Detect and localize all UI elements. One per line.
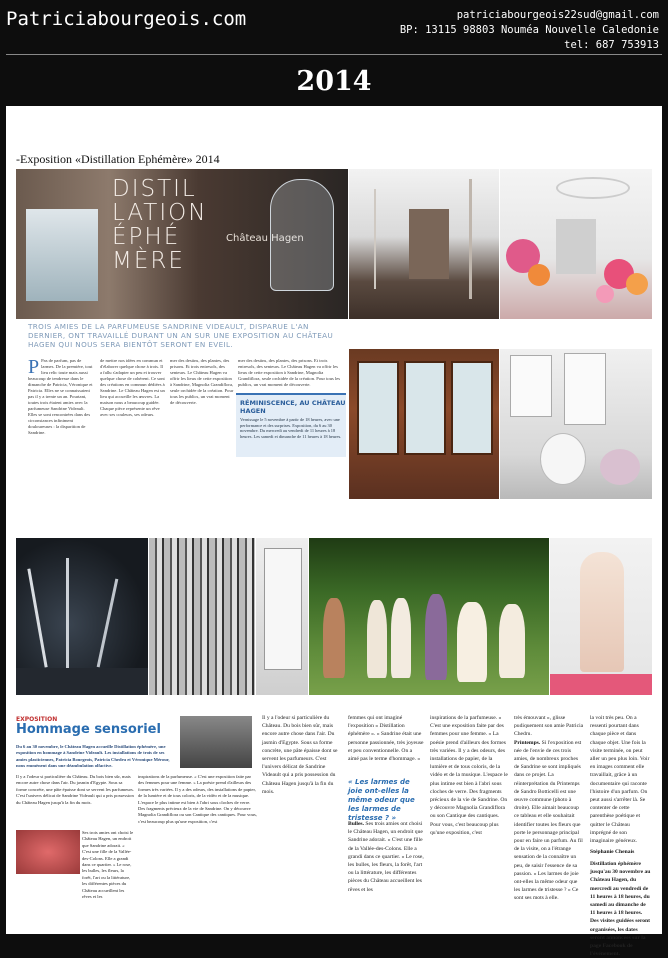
article-photo-flowers [16, 830, 80, 874]
magazine-column-3: mer des destins, des plantes, des prisons. Et trois entresols, des senteurs. Le Château Hagen va offrir les lieux de cette exposition à Sandrine, Magnolia Grandiflora, seule orchidée de la création. Pour tous les publics, un vrai moment de découverte. [170, 358, 234, 405]
article-intro-body: Il y a l'odeur si particulière du Château. Du bois bien sûr, mais encore autre chose dans l'air. Du jasmin d'Egypte. Sous sa forme concrète, une pâte épaisse dont se servent les parfumeurs. C'est l'univers délicat de Sandrine Videault qui a pris possession du Château Hagen jusqu'à la fin du mois. [16, 774, 134, 805]
article-author: Stéphanie Chenais [590, 849, 635, 855]
magazine-column-1: P Pas de parfum, pas de larmes. De la première, tout lieu relic toute mais aussi beaucoup de tendresse dans le dimanche de Patricia, Véronique et Patricia. Elles ne se connaissaient pas il y a trente un an. Pourtant, toutes trois étaient amies avec la parfumeuse Sandrine Videault. Elles se sont rencontrées dans des circonstances infiniment douloureuses : la disparition de Sandrine. [28, 356, 93, 435]
article-column-5: la voit très peu. On a ressenti pourtant dans chaque pièce et dans chaque objet. Une fois la visite terminée, on peut aller un peu plus loin. Voir en images comment elle travaillait, grâce à un documentaire qui raconte l'histoire d'un parfum. On peut aussi s'arrêter là. Se contenter de cette parenthèse poétique et quitter le Château imprégné de son imaginaire généreux. [590, 715, 650, 845]
contact-address: BP: 13115 98803 Nouméa Nouvelle Caledonie [399, 24, 659, 36]
article-pull-quote: « Les larmes de joie ont-elles la même odeur que les larmes de tristesse ? » [348, 778, 415, 822]
article-column-1: Il y a l'odeur si particulière du Château. Du bois bien sûr, mais encore autre chose dans l'air. Du jasmin d'Egypte. Sous sa forme concrète, une pâte épaisse dont se servent les parfumeurs. C'est l'univers délicat de Sandrine Videault qui a pris possession du Château Hagen jusqu'à la fin du mois. [262, 715, 338, 795]
info-box-title: RÉMINISCENCE, AU CHÂTEAU HAGEN [240, 399, 346, 415]
site-name[interactable]: Patriciabourgeois.com [6, 8, 247, 30]
photo-hall-installation [349, 169, 499, 319]
photo-botticelli-primavera [309, 538, 549, 695]
exhibition-title: -Exposition «Distillation Ephémère» 2014 [16, 152, 220, 166]
photo-wooden-cabinet [349, 349, 499, 499]
article-title: Hommage sensoriel [16, 722, 161, 737]
article-photo-gallery [180, 716, 252, 768]
article-intro-body-2: Ses trois amies ont choisi le Château Hagen, un endroit que Sandrine adorait. « C'est une fille de la Vallée-des-Colons. Elle a grandi dans ce quartier. » Le rose, les bulles, les fleurs, la forêt, l'art ou la littérature, les différentes pièces du Château accueillent les rêves et les [82, 830, 134, 900]
magazine-column-4: mer des destins, des plantes, des prisons. Et trois entresols, des senteurs. Le Château Hagen va offrir les lieux de cette exposition à Sandrine, Magnolia Grandiflora, seule orchidée de la création. Pour tous les publics, un vrai moment de découverte. [238, 358, 341, 387]
article-column-3: inspirations de la parfumeuse. « C'est une exposition faite par des femmes pour une femme. » La poésie prend d'ailleurs des formes très variées. Il y a des odeurs, des installations de papier, de la lumière et de tous coloris, de la vidéo et de la musique. L'espace le plus intime est bien à l'abri sous cloches de verre. Des fragments précieux de la vie de Sandrine. On y découvre Magnolia Grandiflora ou son Cantique des cantiques. Pour vous, c'est beaucoup plus qu'une exposition, c'est [430, 715, 508, 836]
article-column-2b: Bulles. Ses trois amies ont choisi le Château Hagen, un endroit que Sandrine adorait. « C'est une fille de la Vallée-des-Colons. Elle a grandi dans ce quartier. » Le rose, les bulles, les fleurs, la forêt, l'art ou la littérature, les différentes pièces du Château accueillent les rêves et les [348, 821, 424, 893]
photo-white-room [500, 349, 652, 499]
info-box [236, 393, 346, 457]
page-header [0, 0, 668, 50]
contact-phone: tel: 687 753913 [564, 39, 659, 51]
article-practical-info: Distillation éphémère jusqu'au 30 novembre au Château Hagen, du mercredi au vendredi de 11 heures à 18 heures, du samedi au dimanche de 11 heures à 18 heures. Des visites guidées seront organisées, les dates seront annoncées sur la page Facebook de l'événement. [590, 861, 651, 958]
contact-email[interactable]: patriciabourgeois22sud@gmail.com [456, 9, 659, 21]
article-column-4: très émouvant », glisse pudiquement son amie Patricia Chedru. Printemps. Si l'exposition est née de l'envie de ces trois amies, de nombreux proches de Sandrine se sont impliqués dans ce projet. La réinterprétation du Printemps de Sandro Botticelli est une œuvre commune (photo à droite). Elle aimait beaucoup ce tableau et elle souhaitait identifier toutes les fleurs que porte le personnage principal pour en faire un parfum. Au fil de la visite, on a l'étrange sensation de la connaître un peu, de saisir l'essence de sa passion. « Les larmes de joie ont-elles la même odeur que les larmes de tristesse ? » Ce sont ses mots à elle. [514, 715, 584, 902]
article-section: EXPOSITION [16, 716, 58, 723]
magazine-lead: TROIS AMIES DE LA PARFUMEUSE SANDRINE VIDEAULT, DISPARUE L'AN DERNIER, ONT TRAVAILLÉ DURANT UN AN SUR UNE EXPOSITION AU CHÂTEAU HAGEN QUI NOUS SERA BIENTÔT SERONT EN EVEIL. [28, 322, 334, 349]
info-box-text: Vernissage le 5 novembre à partir de 18 heures, avec une performance et des surprises. Exposition, du 6 au 30 novembre. Du mercredi au vendredi de 11 heures à 18 heures. Les samedi et dimanche de 11 heures à 18 heures. [240, 417, 342, 439]
photo-paper-wall [149, 538, 255, 695]
exhibition-poster [16, 169, 348, 319]
poster-glass-bell [270, 179, 334, 291]
newspaper-article [16, 712, 652, 958]
press-collage [6, 106, 662, 958]
contact-info [400, 8, 659, 53]
year-heading: 2014 [296, 66, 372, 97]
poster-bottle-image [26, 209, 98, 301]
header-divider [6, 54, 662, 55]
poster-venue: Château Hagen [226, 233, 304, 244]
article-intro-body-3: inspirations de la parfumeuse. « C'est une exposition faite par des femmes pour une femme. » La poésie prend d'ailleurs des formes très variées. Il y a des odeurs, des installations de papier, de la lumière et de tous coloris, de la vidéo et de la musique. L'espace le plus intime est bien à l'abri sous cloches de verre. Des fragments précieux de la vie de Sandrine. On y découvre Magnolia Grandiflora ou son Cantique des cantiques. Pour vous, c'est beaucoup plus qu'une exposition, c'est [138, 774, 257, 824]
article-column-2: femmes qui ont imaginé l'exposition « Distillation éphémère ». « Sandrine était une personne passionnée, très joyeuse et peu conventionnelle. On a aimé pas le terme d'hommage. » [348, 715, 424, 763]
photo-pink-balls-room [500, 169, 652, 319]
article-intro: Du 6 au 30 novembre, le Château Hagen accueille Distillation éphémère, une exposition en hommage à Sandrine Videault. Les installations de trois de ses amies plasticiennes, Patricia Bourgeois, Patricia Chedru et Véronique Mérour, nous emmènent dans une déambulation olfactive. [16, 744, 170, 769]
magazine-column-2: de mettre nos idées en commun et d'élaborer quelque chose à trois. Il a fallu s'adapter un peu et trouver quelque chose de cohérent. Ce sont des créations en commun dédiées à Sandrine. Le Château Hagen est un lieu qui accueille les œuvres. La maison nous a beaucoup guidée. Chaque pièce représente un rêve avec ses couleurs, ses odeurs. [100, 358, 165, 417]
photo-dark-tree-installation [16, 538, 148, 695]
photo-corridor [256, 538, 308, 695]
photo-flower-dress [550, 538, 652, 695]
poster-title: DISTIL LATION ÉPHÉ MÈRE [112, 176, 208, 274]
